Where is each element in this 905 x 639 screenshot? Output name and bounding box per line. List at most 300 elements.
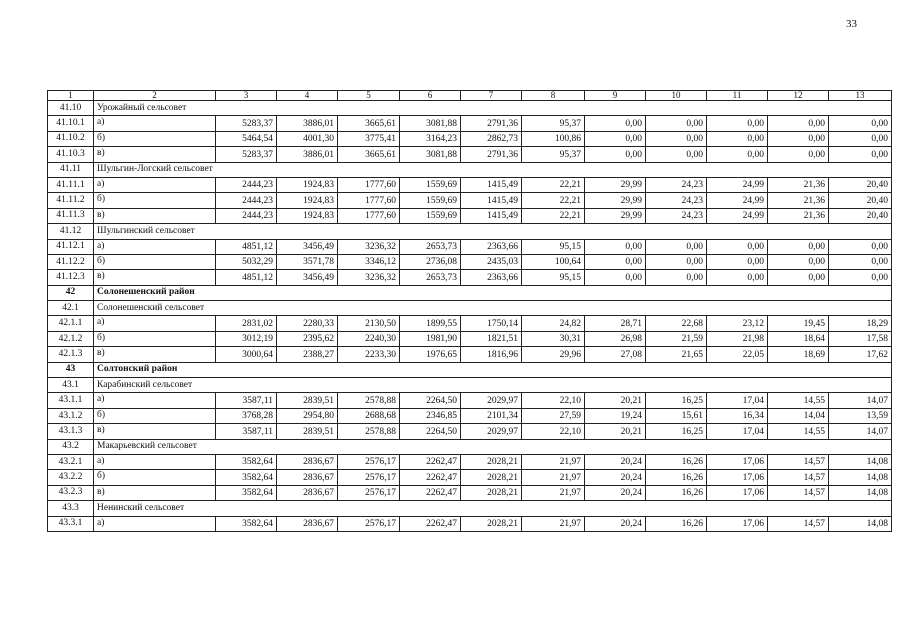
- value-cell: 0,00: [829, 131, 892, 146]
- value-cell: 24,82: [522, 316, 585, 331]
- value-cell: 16,26: [646, 485, 707, 500]
- value-cell: 2435,03: [461, 254, 522, 269]
- value-cell: 2388,27: [277, 347, 338, 362]
- value-cell: 2264,50: [400, 424, 461, 439]
- value-cell: 3571,78: [277, 254, 338, 269]
- value-cell: 21,97: [522, 516, 585, 531]
- row-code: 43.2: [48, 439, 94, 454]
- value-cell: 2101,34: [461, 408, 522, 423]
- value-cell: 14,55: [768, 424, 829, 439]
- row-code: 42: [48, 285, 94, 300]
- column-header: 2: [94, 91, 216, 101]
- value-cell: 22,05: [707, 347, 768, 362]
- value-cell: 16,25: [646, 393, 707, 408]
- value-cell: 1924,83: [277, 177, 338, 192]
- value-cell: 2836,67: [277, 516, 338, 531]
- value-cell: 14,08: [829, 485, 892, 500]
- value-cell: 95,15: [522, 239, 585, 254]
- value-cell: 24,99: [707, 193, 768, 208]
- table-row: [48, 485, 892, 500]
- value-cell: 2444,23: [216, 193, 277, 208]
- value-cell: 14,57: [768, 516, 829, 531]
- value-cell: 20,24: [585, 485, 646, 500]
- value-cell: 2688,68: [338, 408, 400, 423]
- value-cell: 14,04: [768, 408, 829, 423]
- value-cell: 2578,88: [338, 393, 400, 408]
- table-row: [48, 454, 892, 469]
- value-cell: 2576,17: [338, 470, 400, 485]
- value-cell: 2839,51: [277, 424, 338, 439]
- settlement-name: Шульгинский сельсовет: [94, 224, 892, 239]
- value-cell: 2028,21: [461, 454, 522, 469]
- value-cell: 16,26: [646, 470, 707, 485]
- settlement-row: [48, 162, 892, 177]
- value-cell: 2653,73: [400, 239, 461, 254]
- column-header: 8: [522, 91, 585, 101]
- value-cell: 24,99: [707, 208, 768, 223]
- row-code: 41.11.2: [48, 193, 94, 208]
- value-cell: 2029,97: [461, 424, 522, 439]
- row-variant: в): [94, 485, 216, 500]
- value-cell: 20,24: [585, 470, 646, 485]
- value-cell: 0,00: [768, 270, 829, 285]
- value-cell: 24,99: [707, 177, 768, 192]
- value-cell: 0,00: [829, 254, 892, 269]
- value-cell: 2346,85: [400, 408, 461, 423]
- value-cell: 3775,41: [338, 131, 400, 146]
- value-cell: 22,10: [522, 393, 585, 408]
- table-row: [48, 516, 892, 531]
- value-cell: 1559,69: [400, 208, 461, 223]
- value-cell: 21,97: [522, 485, 585, 500]
- settlement-name: Ненинский сельсовет: [94, 501, 892, 516]
- table-row: [48, 239, 892, 254]
- value-cell: 3456,49: [277, 239, 338, 254]
- value-cell: 22,21: [522, 208, 585, 223]
- value-cell: 100,64: [522, 254, 585, 269]
- value-cell: 1750,14: [461, 316, 522, 331]
- value-cell: 3236,32: [338, 270, 400, 285]
- value-cell: 27,08: [585, 347, 646, 362]
- settlement-row: [48, 224, 892, 239]
- value-cell: 28,71: [585, 316, 646, 331]
- value-cell: 0,00: [646, 254, 707, 269]
- table-row: [48, 116, 892, 131]
- value-cell: 5283,37: [216, 116, 277, 131]
- value-cell: 14,57: [768, 470, 829, 485]
- value-cell: 20,24: [585, 516, 646, 531]
- value-cell: 19,45: [768, 316, 829, 331]
- value-cell: 2363,66: [461, 270, 522, 285]
- value-cell: 29,96: [522, 347, 585, 362]
- value-cell: 1981,90: [400, 331, 461, 346]
- value-cell: 2264,50: [400, 393, 461, 408]
- value-cell: 15,61: [646, 408, 707, 423]
- value-cell: 2862,73: [461, 131, 522, 146]
- value-cell: 0,00: [707, 147, 768, 162]
- value-cell: 0,00: [646, 116, 707, 131]
- value-cell: 1777,60: [338, 177, 400, 192]
- row-code: 42.1.3: [48, 347, 94, 362]
- value-cell: 17,06: [707, 470, 768, 485]
- row-variant: а): [94, 393, 216, 408]
- row-code: 41.11.3: [48, 208, 94, 223]
- page-number: 33: [846, 18, 857, 30]
- row-code: 43.1.1: [48, 393, 94, 408]
- value-cell: 2363,66: [461, 239, 522, 254]
- row-code: 43.1: [48, 378, 94, 393]
- settlement-row: [48, 378, 892, 393]
- value-cell: 3665,61: [338, 147, 400, 162]
- value-cell: 2954,80: [277, 408, 338, 423]
- value-cell: 0,00: [646, 147, 707, 162]
- value-cell: 2262,47: [400, 470, 461, 485]
- table-body: [48, 101, 892, 532]
- value-cell: 18,64: [768, 331, 829, 346]
- row-variant: а): [94, 116, 216, 131]
- value-cell: 2836,67: [277, 454, 338, 469]
- row-variant: а): [94, 316, 216, 331]
- value-cell: 2029,97: [461, 393, 522, 408]
- value-cell: 3000,64: [216, 347, 277, 362]
- value-cell: 2653,73: [400, 270, 461, 285]
- value-cell: 0,00: [829, 147, 892, 162]
- row-code: 43.1.2: [48, 408, 94, 423]
- value-cell: 2262,47: [400, 516, 461, 531]
- table-row: [48, 254, 892, 269]
- row-variant: б): [94, 408, 216, 423]
- column-header: 3: [216, 91, 277, 101]
- row-code: 43.2.2: [48, 470, 94, 485]
- value-cell: 29,99: [585, 193, 646, 208]
- value-cell: 3665,61: [338, 116, 400, 131]
- row-code: 42.1.1: [48, 316, 94, 331]
- value-cell: 24,23: [646, 193, 707, 208]
- value-cell: 2028,21: [461, 470, 522, 485]
- table-row: [48, 393, 892, 408]
- row-code: 42.1: [48, 301, 94, 316]
- value-cell: 20,21: [585, 424, 646, 439]
- settlement-name: Солонешенский сельсовет: [94, 301, 892, 316]
- value-cell: 95,37: [522, 147, 585, 162]
- value-cell: 21,36: [768, 208, 829, 223]
- value-cell: 21,97: [522, 454, 585, 469]
- value-cell: 1924,83: [277, 193, 338, 208]
- value-cell: 3081,88: [400, 147, 461, 162]
- value-cell: 5283,37: [216, 147, 277, 162]
- settlement-row: [48, 301, 892, 316]
- value-cell: 30,31: [522, 331, 585, 346]
- value-cell: 27,59: [522, 408, 585, 423]
- value-cell: 0,00: [768, 116, 829, 131]
- value-cell: 95,37: [522, 116, 585, 131]
- row-variant: в): [94, 270, 216, 285]
- table-row: [48, 177, 892, 192]
- row-code: 43.2.3: [48, 485, 94, 500]
- value-cell: 1777,60: [338, 208, 400, 223]
- value-cell: 4001,30: [277, 131, 338, 146]
- table-row: [48, 316, 892, 331]
- value-cell: 14,08: [829, 470, 892, 485]
- value-cell: 1415,49: [461, 177, 522, 192]
- value-cell: 20,40: [829, 177, 892, 192]
- row-code: 43.3: [48, 501, 94, 516]
- value-cell: 22,68: [646, 316, 707, 331]
- value-cell: 3582,64: [216, 516, 277, 531]
- value-cell: 2836,67: [277, 485, 338, 500]
- table-row: [48, 147, 892, 162]
- value-cell: 1976,65: [400, 347, 461, 362]
- value-cell: 0,00: [707, 131, 768, 146]
- value-cell: 1899,55: [400, 316, 461, 331]
- value-cell: 1415,49: [461, 193, 522, 208]
- value-cell: 0,00: [707, 116, 768, 131]
- value-cell: 0,00: [585, 147, 646, 162]
- column-header: 6: [400, 91, 461, 101]
- column-header: 7: [461, 91, 522, 101]
- value-cell: 3582,64: [216, 485, 277, 500]
- value-cell: 21,98: [707, 331, 768, 346]
- value-cell: 3587,11: [216, 393, 277, 408]
- value-cell: 2028,21: [461, 516, 522, 531]
- table-row: [48, 331, 892, 346]
- value-cell: 2576,17: [338, 516, 400, 531]
- value-cell: 0,00: [646, 270, 707, 285]
- column-header: 1: [48, 91, 94, 101]
- value-cell: 0,00: [768, 131, 829, 146]
- value-cell: 0,00: [585, 116, 646, 131]
- row-code: 41.10: [48, 101, 94, 116]
- value-cell: 4851,12: [216, 270, 277, 285]
- settlement-name: Карабинский сельсовет: [94, 378, 892, 393]
- value-cell: 21,36: [768, 193, 829, 208]
- row-variant: а): [94, 177, 216, 192]
- value-cell: 2791,36: [461, 116, 522, 131]
- value-cell: 3012,19: [216, 331, 277, 346]
- table-row: [48, 424, 892, 439]
- row-code: 41.10.2: [48, 131, 94, 146]
- table-row: [48, 347, 892, 362]
- value-cell: 16,25: [646, 424, 707, 439]
- value-cell: 0,00: [707, 254, 768, 269]
- value-cell: 23,12: [707, 316, 768, 331]
- value-cell: 0,00: [646, 239, 707, 254]
- row-variant: а): [94, 454, 216, 469]
- value-cell: 2576,17: [338, 485, 400, 500]
- value-cell: 18,29: [829, 316, 892, 331]
- row-variant: в): [94, 147, 216, 162]
- value-cell: 20,21: [585, 393, 646, 408]
- row-variant: в): [94, 347, 216, 362]
- value-cell: 2280,33: [277, 316, 338, 331]
- row-variant: в): [94, 208, 216, 223]
- column-header: 11: [707, 91, 768, 101]
- column-header: 12: [768, 91, 829, 101]
- row-variant: б): [94, 254, 216, 269]
- value-cell: 0,00: [707, 270, 768, 285]
- settlement-row: [48, 501, 892, 516]
- value-cell: 0,00: [585, 254, 646, 269]
- value-cell: 2130,50: [338, 316, 400, 331]
- value-cell: 14,57: [768, 454, 829, 469]
- value-cell: 0,00: [768, 147, 829, 162]
- value-cell: 3081,88: [400, 116, 461, 131]
- row-variant: а): [94, 516, 216, 531]
- value-cell: 3768,28: [216, 408, 277, 423]
- value-cell: 3886,01: [277, 147, 338, 162]
- value-cell: 2736,08: [400, 254, 461, 269]
- value-cell: 0,00: [768, 254, 829, 269]
- value-cell: 2240,30: [338, 331, 400, 346]
- value-cell: 22,10: [522, 424, 585, 439]
- column-header: 5: [338, 91, 400, 101]
- settlement-name: Макарьевский сельсовет: [94, 439, 892, 454]
- value-cell: 17,04: [707, 393, 768, 408]
- value-cell: 24,23: [646, 208, 707, 223]
- value-cell: 3456,49: [277, 270, 338, 285]
- row-code: 41.10.3: [48, 147, 94, 162]
- value-cell: 21,65: [646, 347, 707, 362]
- value-cell: 4851,12: [216, 239, 277, 254]
- value-cell: 0,00: [585, 239, 646, 254]
- row-code: 41.12.3: [48, 270, 94, 285]
- table-row: [48, 470, 892, 485]
- value-cell: 2395,62: [277, 331, 338, 346]
- table-row: [48, 270, 892, 285]
- value-cell: 24,23: [646, 177, 707, 192]
- row-code: 41.11.1: [48, 177, 94, 192]
- value-cell: 3886,01: [277, 116, 338, 131]
- data-table: [47, 90, 892, 532]
- value-cell: 2233,30: [338, 347, 400, 362]
- value-cell: 16,26: [646, 516, 707, 531]
- value-cell: 0,00: [707, 239, 768, 254]
- value-cell: 18,69: [768, 347, 829, 362]
- value-cell: 100,86: [522, 131, 585, 146]
- row-code: 43.3.1: [48, 516, 94, 531]
- value-cell: 1559,69: [400, 177, 461, 192]
- value-cell: 2791,36: [461, 147, 522, 162]
- value-cell: 0,00: [829, 239, 892, 254]
- value-cell: 2836,67: [277, 470, 338, 485]
- row-code: 42.1.2: [48, 331, 94, 346]
- value-cell: 1821,51: [461, 331, 522, 346]
- value-cell: 0,00: [585, 131, 646, 146]
- value-cell: 14,07: [829, 393, 892, 408]
- settlement-row: [48, 101, 892, 116]
- value-cell: 13,59: [829, 408, 892, 423]
- value-cell: 17,62: [829, 347, 892, 362]
- value-cell: 5464,54: [216, 131, 277, 146]
- table-row: [48, 208, 892, 223]
- settlement-name: Урожайный сельсовет: [94, 101, 892, 116]
- value-cell: 0,00: [829, 116, 892, 131]
- table-row: [48, 408, 892, 423]
- value-cell: 2839,51: [277, 393, 338, 408]
- row-code: 41.11: [48, 162, 94, 177]
- table-row: [48, 131, 892, 146]
- table-row: [48, 193, 892, 208]
- value-cell: 3582,64: [216, 470, 277, 485]
- value-cell: 14,08: [829, 454, 892, 469]
- value-cell: 14,08: [829, 516, 892, 531]
- value-cell: 21,59: [646, 331, 707, 346]
- value-cell: 21,36: [768, 177, 829, 192]
- district-row: [48, 285, 892, 300]
- value-cell: 3587,11: [216, 424, 277, 439]
- value-cell: 3164,23: [400, 131, 461, 146]
- value-cell: 5032,29: [216, 254, 277, 269]
- value-cell: 3582,64: [216, 454, 277, 469]
- value-cell: 0,00: [585, 270, 646, 285]
- row-code: 43: [48, 362, 94, 377]
- value-cell: 1559,69: [400, 193, 461, 208]
- value-cell: 2028,21: [461, 485, 522, 500]
- value-cell: 3346,12: [338, 254, 400, 269]
- value-cell: 20,24: [585, 454, 646, 469]
- value-cell: 16,26: [646, 454, 707, 469]
- value-cell: 21,97: [522, 470, 585, 485]
- value-cell: 1415,49: [461, 208, 522, 223]
- value-cell: 2262,47: [400, 485, 461, 500]
- row-variant: б): [94, 193, 216, 208]
- value-cell: 1777,60: [338, 193, 400, 208]
- column-header: 9: [585, 91, 646, 101]
- value-cell: 22,21: [522, 177, 585, 192]
- value-cell: 2262,47: [400, 454, 461, 469]
- value-cell: 0,00: [829, 270, 892, 285]
- district-name: Солтонский район: [94, 362, 892, 377]
- value-cell: 17,04: [707, 424, 768, 439]
- row-variant: б): [94, 470, 216, 485]
- row-variant: б): [94, 131, 216, 146]
- district-name: Солонешенский район: [94, 285, 892, 300]
- value-cell: 17,06: [707, 454, 768, 469]
- table-header-row: [48, 91, 892, 101]
- value-cell: 19,24: [585, 408, 646, 423]
- value-cell: 20,40: [829, 208, 892, 223]
- value-cell: 22,21: [522, 193, 585, 208]
- row-code: 41.12: [48, 224, 94, 239]
- row-code: 41.12.2: [48, 254, 94, 269]
- value-cell: 1816,96: [461, 347, 522, 362]
- row-code: 43.1.3: [48, 424, 94, 439]
- value-cell: 2444,23: [216, 177, 277, 192]
- column-header: 10: [646, 91, 707, 101]
- value-cell: 29,99: [585, 177, 646, 192]
- column-header: 13: [829, 91, 892, 101]
- value-cell: 17,06: [707, 485, 768, 500]
- value-cell: 17,58: [829, 331, 892, 346]
- value-cell: 16,34: [707, 408, 768, 423]
- value-cell: 3236,32: [338, 239, 400, 254]
- district-row: [48, 362, 892, 377]
- value-cell: 17,06: [707, 516, 768, 531]
- row-variant: в): [94, 424, 216, 439]
- row-variant: а): [94, 239, 216, 254]
- value-cell: 14,55: [768, 393, 829, 408]
- value-cell: 0,00: [646, 131, 707, 146]
- value-cell: 20,40: [829, 193, 892, 208]
- value-cell: 95,15: [522, 270, 585, 285]
- row-code: 43.2.1: [48, 454, 94, 469]
- value-cell: 14,57: [768, 485, 829, 500]
- value-cell: 2444,23: [216, 208, 277, 223]
- row-code: 41.10.1: [48, 116, 94, 131]
- value-cell: 2576,17: [338, 454, 400, 469]
- value-cell: 29,99: [585, 208, 646, 223]
- row-variant: б): [94, 331, 216, 346]
